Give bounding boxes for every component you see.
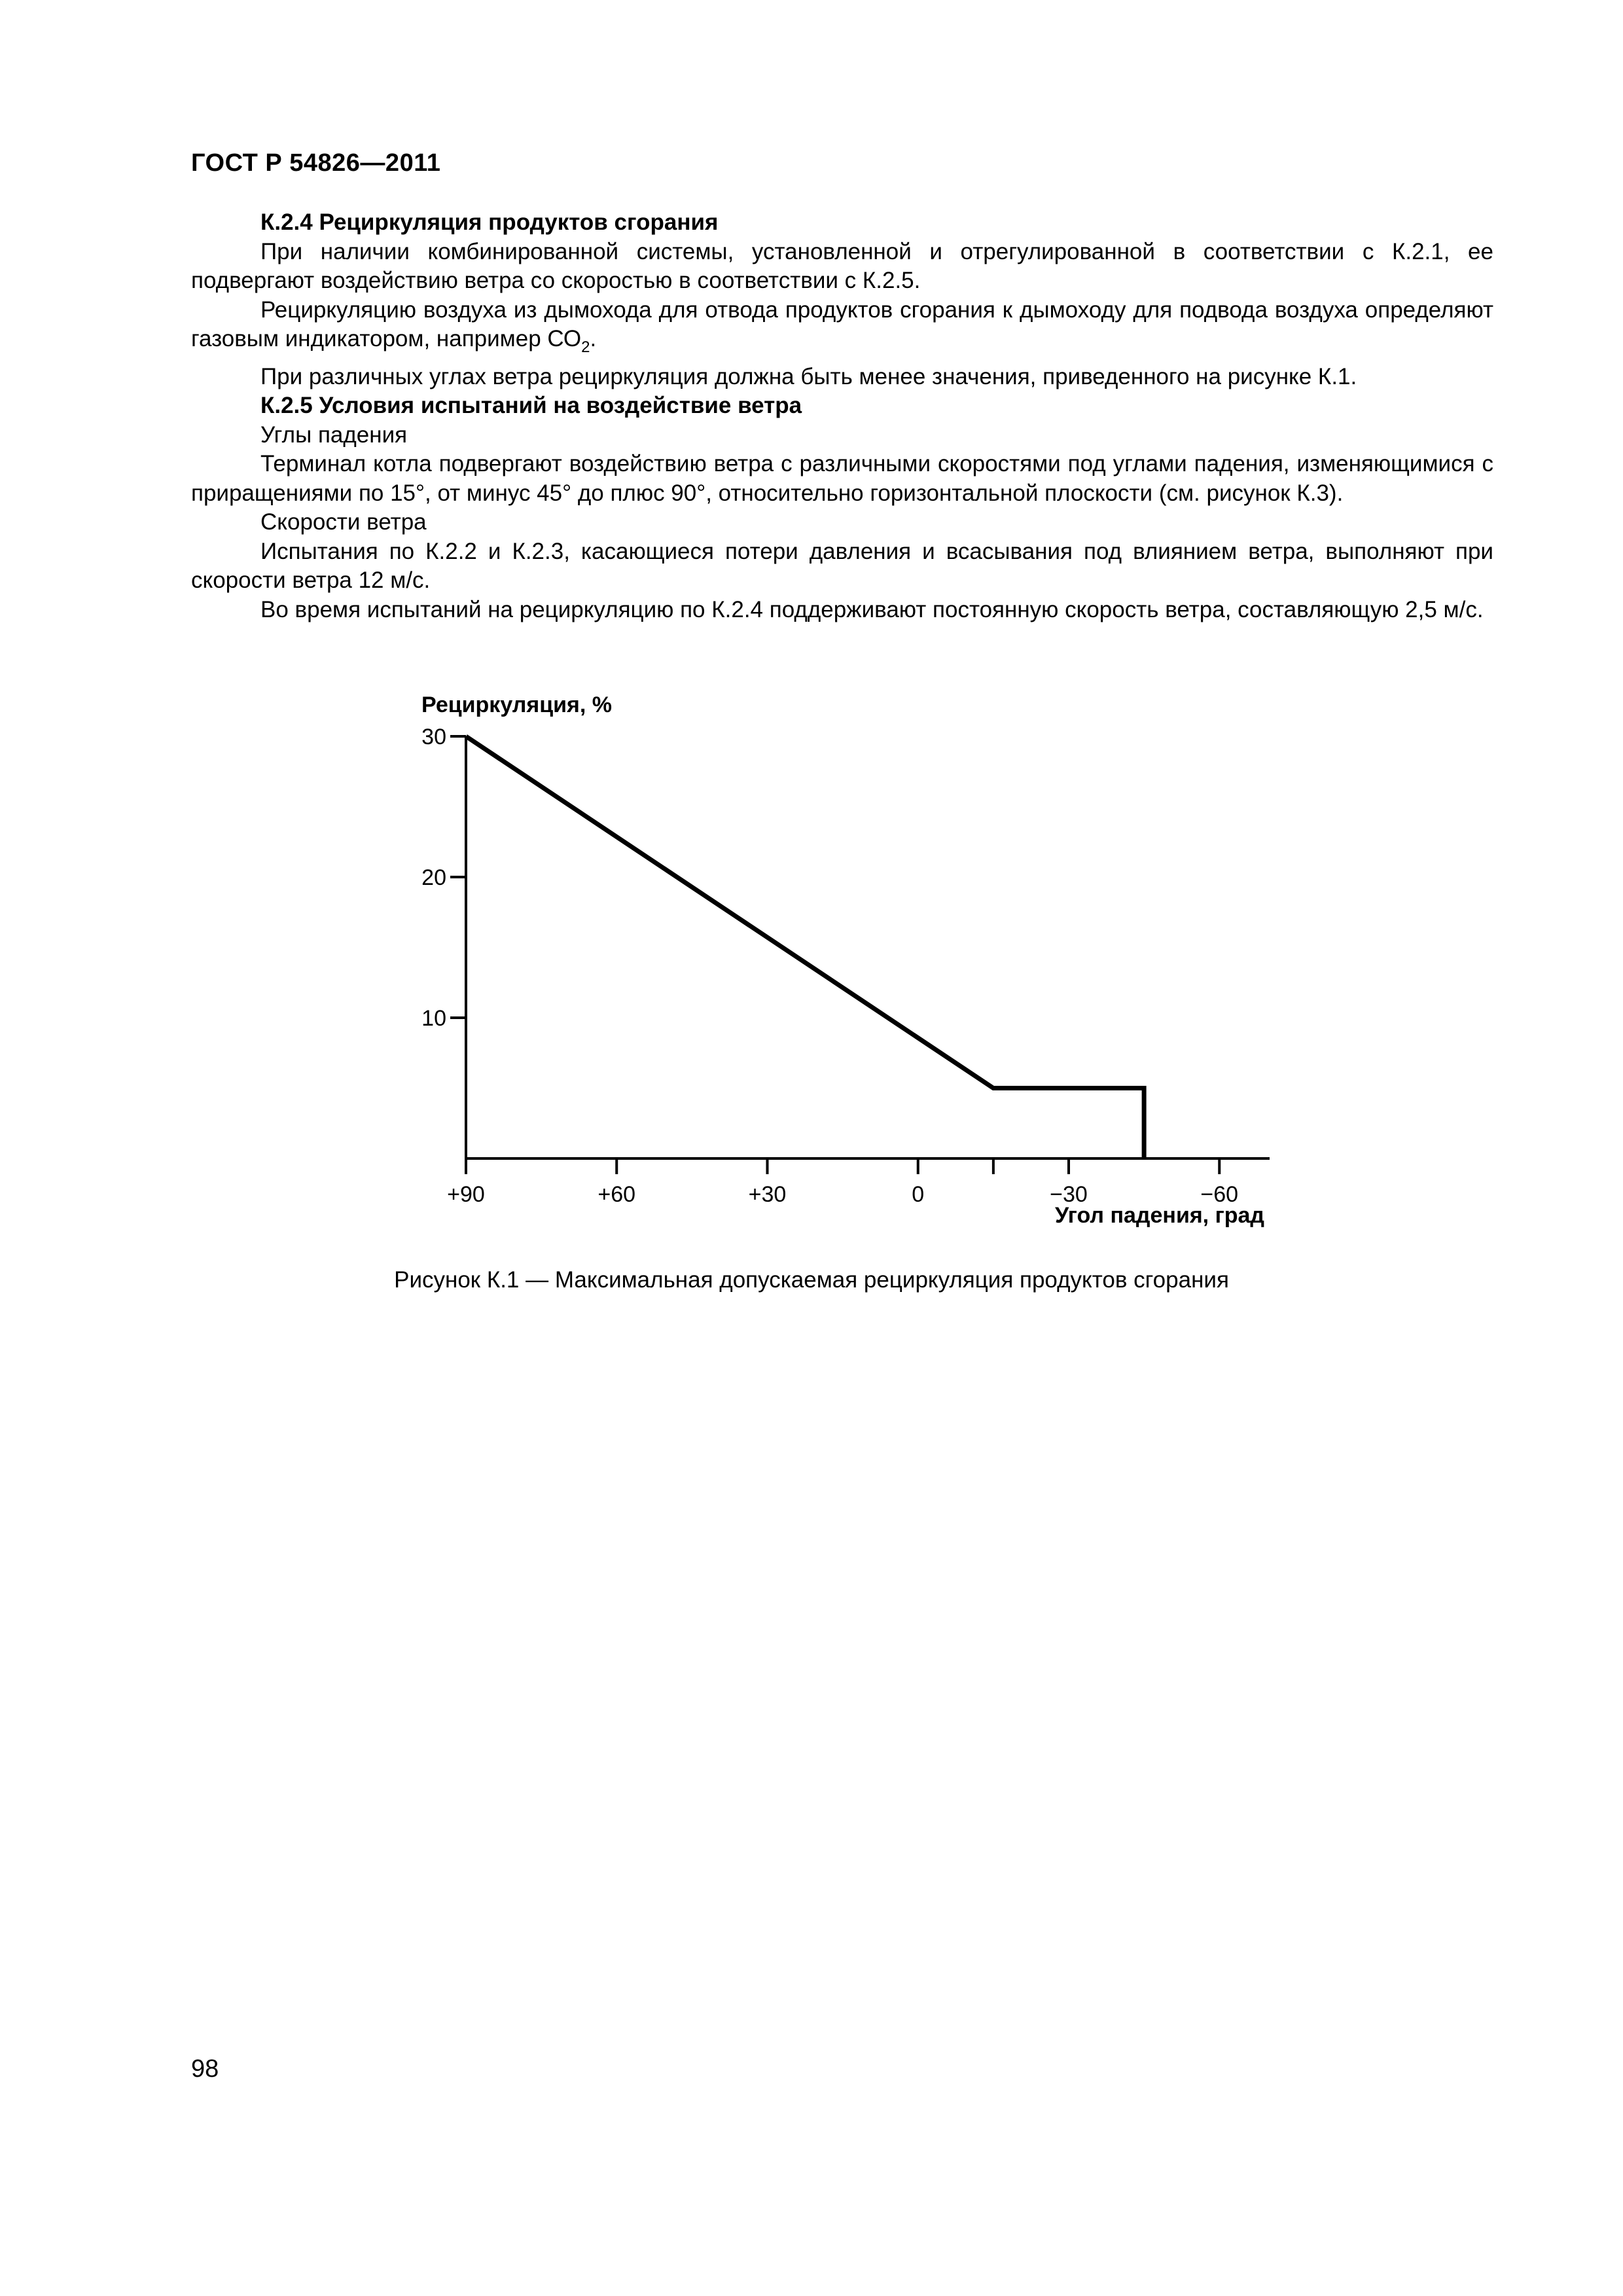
x-tick-label: +90 xyxy=(447,1182,485,1207)
paragraph-k25-1: Терминал котла подвергают воздействию ветра с различными скоростями под углами падения, изменяющимися с приращениями по 15°, от минус 45° до плюс 90°, относительно горизонтальной плоскости (см. рисунок К.3). xyxy=(191,451,1493,506)
section-heading-k24: К.2.4 Рециркуляция продуктов сгорания xyxy=(260,209,719,235)
paragraph-k24-2-end: . xyxy=(590,326,597,351)
x-axis-label: Угол падения, град xyxy=(1054,1203,1264,1228)
x-tick-label: +60 xyxy=(597,1182,636,1207)
paragraph-k24-2-text: Рециркуляцию воздуха из дымохода для отвода продуктов сгорания к дымоходу для подвода воздуха определяют газовым индикатором, например СО xyxy=(191,296,1493,351)
subscript-two: 2 xyxy=(581,338,590,356)
page-number: 98 xyxy=(191,2055,219,2083)
paragraph-k25-3: Во время испытаний на рециркуляцию по К.2.4 поддерживают постоянную скорость ветра, составляющую 2,5 м/с. xyxy=(260,596,1484,622)
recirculation-limit-line xyxy=(466,736,1144,1158)
figure-caption: Рисунок К.1 — Максимальная допускаемая рециркуляция продуктов сгорания xyxy=(394,1267,1229,1293)
document-header: ГОСТ Р 54826—2011 xyxy=(191,149,441,177)
subheading-wind-speeds: Скорости ветра xyxy=(260,509,427,535)
x-tick-label: +30 xyxy=(748,1182,787,1207)
paragraph-k24-1: При наличии комбинированной системы, установленной и отрегулированной в соответствии с К.2.1, ее подвергают воздействию ветра со скоростью в соответствии с К.2.5. xyxy=(191,238,1493,293)
x-tick-label: 0 xyxy=(912,1182,925,1207)
y-axis-label: Рециркуляция, % xyxy=(421,692,612,717)
paragraph-k25-2: Испытания по К.2.2 и К.2.3, касающиеся потери давления и всасывания под влиянием ветра, выполняют при скорости ветра 12 м/с. xyxy=(191,538,1493,593)
y-tick-label: 10 xyxy=(421,1006,446,1031)
y-tick-label: 20 xyxy=(421,865,446,890)
section-heading-k25: К.2.5 Условия испытаний на воздействие ветра xyxy=(260,393,802,418)
y-tick-label: 30 xyxy=(421,725,446,749)
x-tick-label: −30 xyxy=(1050,1182,1088,1207)
subheading-incidence-angles: Углы падения xyxy=(260,422,408,448)
x-tick-label: −60 xyxy=(1200,1182,1239,1207)
paragraph-k24-3: При различных углах ветра рециркуляция должна быть менее значения, приведенного на рисунке К.1. xyxy=(260,363,1357,389)
